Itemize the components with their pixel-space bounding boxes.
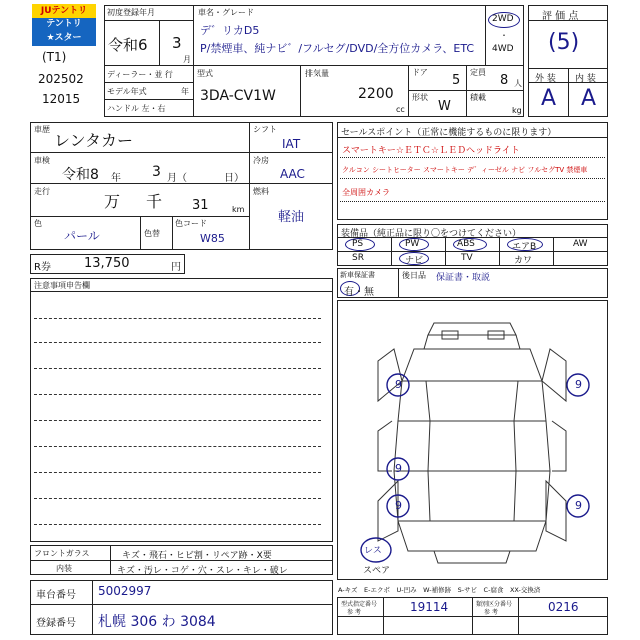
registration-era: 令和6 xyxy=(108,36,148,54)
type-designation-value: 19114 xyxy=(410,600,449,614)
logo-line3: ★スター xyxy=(46,33,82,43)
fuel-value: 軽油 xyxy=(278,210,305,225)
drive-primary: 2WD xyxy=(492,14,514,24)
chassis-value: 5002997 xyxy=(98,584,152,598)
notes-label: 注意事項申告欄 xyxy=(34,281,90,290)
chassis-label: 車台番号 xyxy=(36,590,76,601)
auction-logo xyxy=(32,4,96,46)
spare-mark: レス xyxy=(364,546,382,556)
equip-aw: AW xyxy=(573,239,588,249)
shift-label: シフト xyxy=(253,125,277,134)
equip-abs: ABS xyxy=(457,239,475,249)
exterior-label: 外 装 xyxy=(535,74,556,84)
recycle-unit: 円 xyxy=(171,262,181,273)
equipment-label: 装備品（純正品に限り〇をつけてください） xyxy=(341,229,522,239)
mileage-sen: 千 xyxy=(146,192,163,211)
doors-value: 5 xyxy=(452,73,461,88)
equip-airbag: エアB xyxy=(512,242,537,252)
inspection-label: 車検 xyxy=(34,156,50,165)
inspection-month: 3 xyxy=(152,164,161,180)
selling-point-1: スマートキー☆ＥＴＣ☆ＬＥＤヘッドライト xyxy=(342,146,520,156)
color-change-label: 色替 xyxy=(144,229,160,238)
aircon-value: AAC xyxy=(280,167,305,181)
plate-label: 登録番号 xyxy=(36,618,76,629)
color-code-label: 色コード xyxy=(175,219,207,228)
aftersale-label: 後日品 xyxy=(402,271,426,280)
lot-code2: 12015 xyxy=(42,92,81,106)
type-designation-sub: 参 考 xyxy=(347,609,361,616)
mileage-unit: km xyxy=(232,205,245,214)
mileage-label: 走行 xyxy=(34,187,50,196)
displacement-label: 排気量 xyxy=(305,69,329,78)
capacity-value: 8 xyxy=(500,73,509,88)
shift-value: IAT xyxy=(282,137,301,151)
damage-legend: A-キズ E-エクボ U-凹み W-補修跡 S-サビ C-腐食 XX-交換済 xyxy=(338,586,541,594)
mileage-man: 万 xyxy=(104,192,121,211)
equip-sr: SR xyxy=(352,253,364,263)
model-value: 3DA-CV1W xyxy=(200,88,276,104)
history-value: レンタカー xyxy=(54,131,133,150)
selling-point-3: 全周囲カメラ xyxy=(342,188,390,197)
drive-dot: ・ xyxy=(500,31,508,40)
load-label: 積載 xyxy=(470,93,486,102)
damage-mark-front-right: 9 xyxy=(575,378,582,391)
category-label: 類別区分番号 xyxy=(476,601,513,608)
logo-line1: JUテントリ xyxy=(32,4,96,18)
warranty-label: 新車保証書 xyxy=(340,271,375,279)
interior-label: 内 装 xyxy=(575,74,596,84)
exterior-score: A xyxy=(541,86,557,111)
color-value: パール xyxy=(64,229,100,243)
inspection-day-suffix: 日） xyxy=(224,173,244,184)
spare-label: スペア xyxy=(363,566,391,576)
plate-value: 札幌 306 わ 3084 xyxy=(98,614,216,630)
damage-mark-middle-left: 9 xyxy=(395,462,402,475)
aftersale-value: 保証書・取説 xyxy=(436,273,491,283)
lot-tag: (T1) xyxy=(42,50,67,64)
damage-mark-rear-left: 9 xyxy=(395,499,402,512)
equip-ps: PS xyxy=(352,239,364,249)
score-label: 評 価 点 xyxy=(542,11,579,22)
aircon-label: 冷房 xyxy=(253,156,269,165)
damage-mark-rear-right: 9 xyxy=(575,499,582,512)
model-label: 型式 xyxy=(197,69,213,78)
score-value: (5) xyxy=(548,30,580,55)
shape-value: W xyxy=(438,99,451,114)
equip-tv: TV xyxy=(461,253,473,263)
capacity-unit: 人 xyxy=(514,79,522,88)
category-value: 0216 xyxy=(548,600,579,614)
dealer-label: ディーラー・並 行 xyxy=(107,70,173,79)
doors-label: ドア xyxy=(412,68,428,77)
capacity-label: 定員 xyxy=(470,68,486,77)
car-name-label: 車名・グレード xyxy=(198,8,254,17)
type-designation-label: 型式指定番号 xyxy=(341,601,378,608)
selling-point-2: クルコン シートヒーター スマートキー デ゛ィーゼル ナビ フルセグTV 禁煙車 xyxy=(342,166,588,174)
logo-line2: テントリ xyxy=(46,19,82,29)
selling-points-label: セールスポイント（正常に機能するものに限ります） xyxy=(341,128,557,138)
mileage-value: 31 xyxy=(192,198,209,213)
car-damage-diagram xyxy=(338,301,607,579)
equip-leather: カワ xyxy=(514,256,533,266)
registration-month-suffix: 月 xyxy=(183,55,191,64)
history-label: 車歴 xyxy=(34,125,50,134)
load-unit: kg xyxy=(512,106,522,115)
interior-score: A xyxy=(581,86,597,111)
displacement-unit: cc xyxy=(396,105,405,114)
lot-code1: 202502 xyxy=(38,72,84,86)
fuel-label: 燃料 xyxy=(253,187,269,196)
inspection-era: 令和8 xyxy=(62,167,99,183)
equip-pw: PW xyxy=(405,239,420,249)
interior-cond-value: キズ・汚レ・コゲ・穴・スレ・キレ・破レ xyxy=(117,566,288,576)
displacement-value: 2200 xyxy=(358,86,394,102)
recycle-label: R券 xyxy=(34,262,51,273)
header-block xyxy=(104,5,524,117)
recycle-value: 13,750 xyxy=(84,256,130,271)
warranty-value: 有・無 xyxy=(344,287,374,298)
inspection-month-suffix: 月（ xyxy=(167,173,187,184)
registration-month: 3 xyxy=(172,34,182,52)
model-year-label: モデル年式 xyxy=(107,87,147,96)
car-grade: P/禁煙車、純ナビ゛/フルセグ/DVD/全方位カメラ、ETC xyxy=(200,42,475,55)
front-glass-label: フロントガラス xyxy=(34,549,90,558)
category-sub: 参 考 xyxy=(484,609,498,616)
handle-label: ハンドル 左・右 xyxy=(107,104,166,113)
car-name: デ゛リカD5 xyxy=(200,24,260,37)
equip-navi: ナビ xyxy=(405,256,424,266)
damage-mark-front-left: 9 xyxy=(395,378,402,391)
color-label: 色 xyxy=(34,219,42,228)
shape-label: 形状 xyxy=(412,93,428,102)
front-glass-value: キズ・飛石・ヒビ割・リペア跡・X要 xyxy=(122,551,272,561)
interior-cond-label: 内装 xyxy=(56,564,72,573)
drive-secondary: 4WD xyxy=(492,44,514,54)
inspection-year-suffix: 年 xyxy=(111,173,121,184)
registration-label: 初度登録年月 xyxy=(107,8,155,17)
model-year-suffix: 年 xyxy=(181,87,189,96)
color-code: W85 xyxy=(200,232,225,245)
